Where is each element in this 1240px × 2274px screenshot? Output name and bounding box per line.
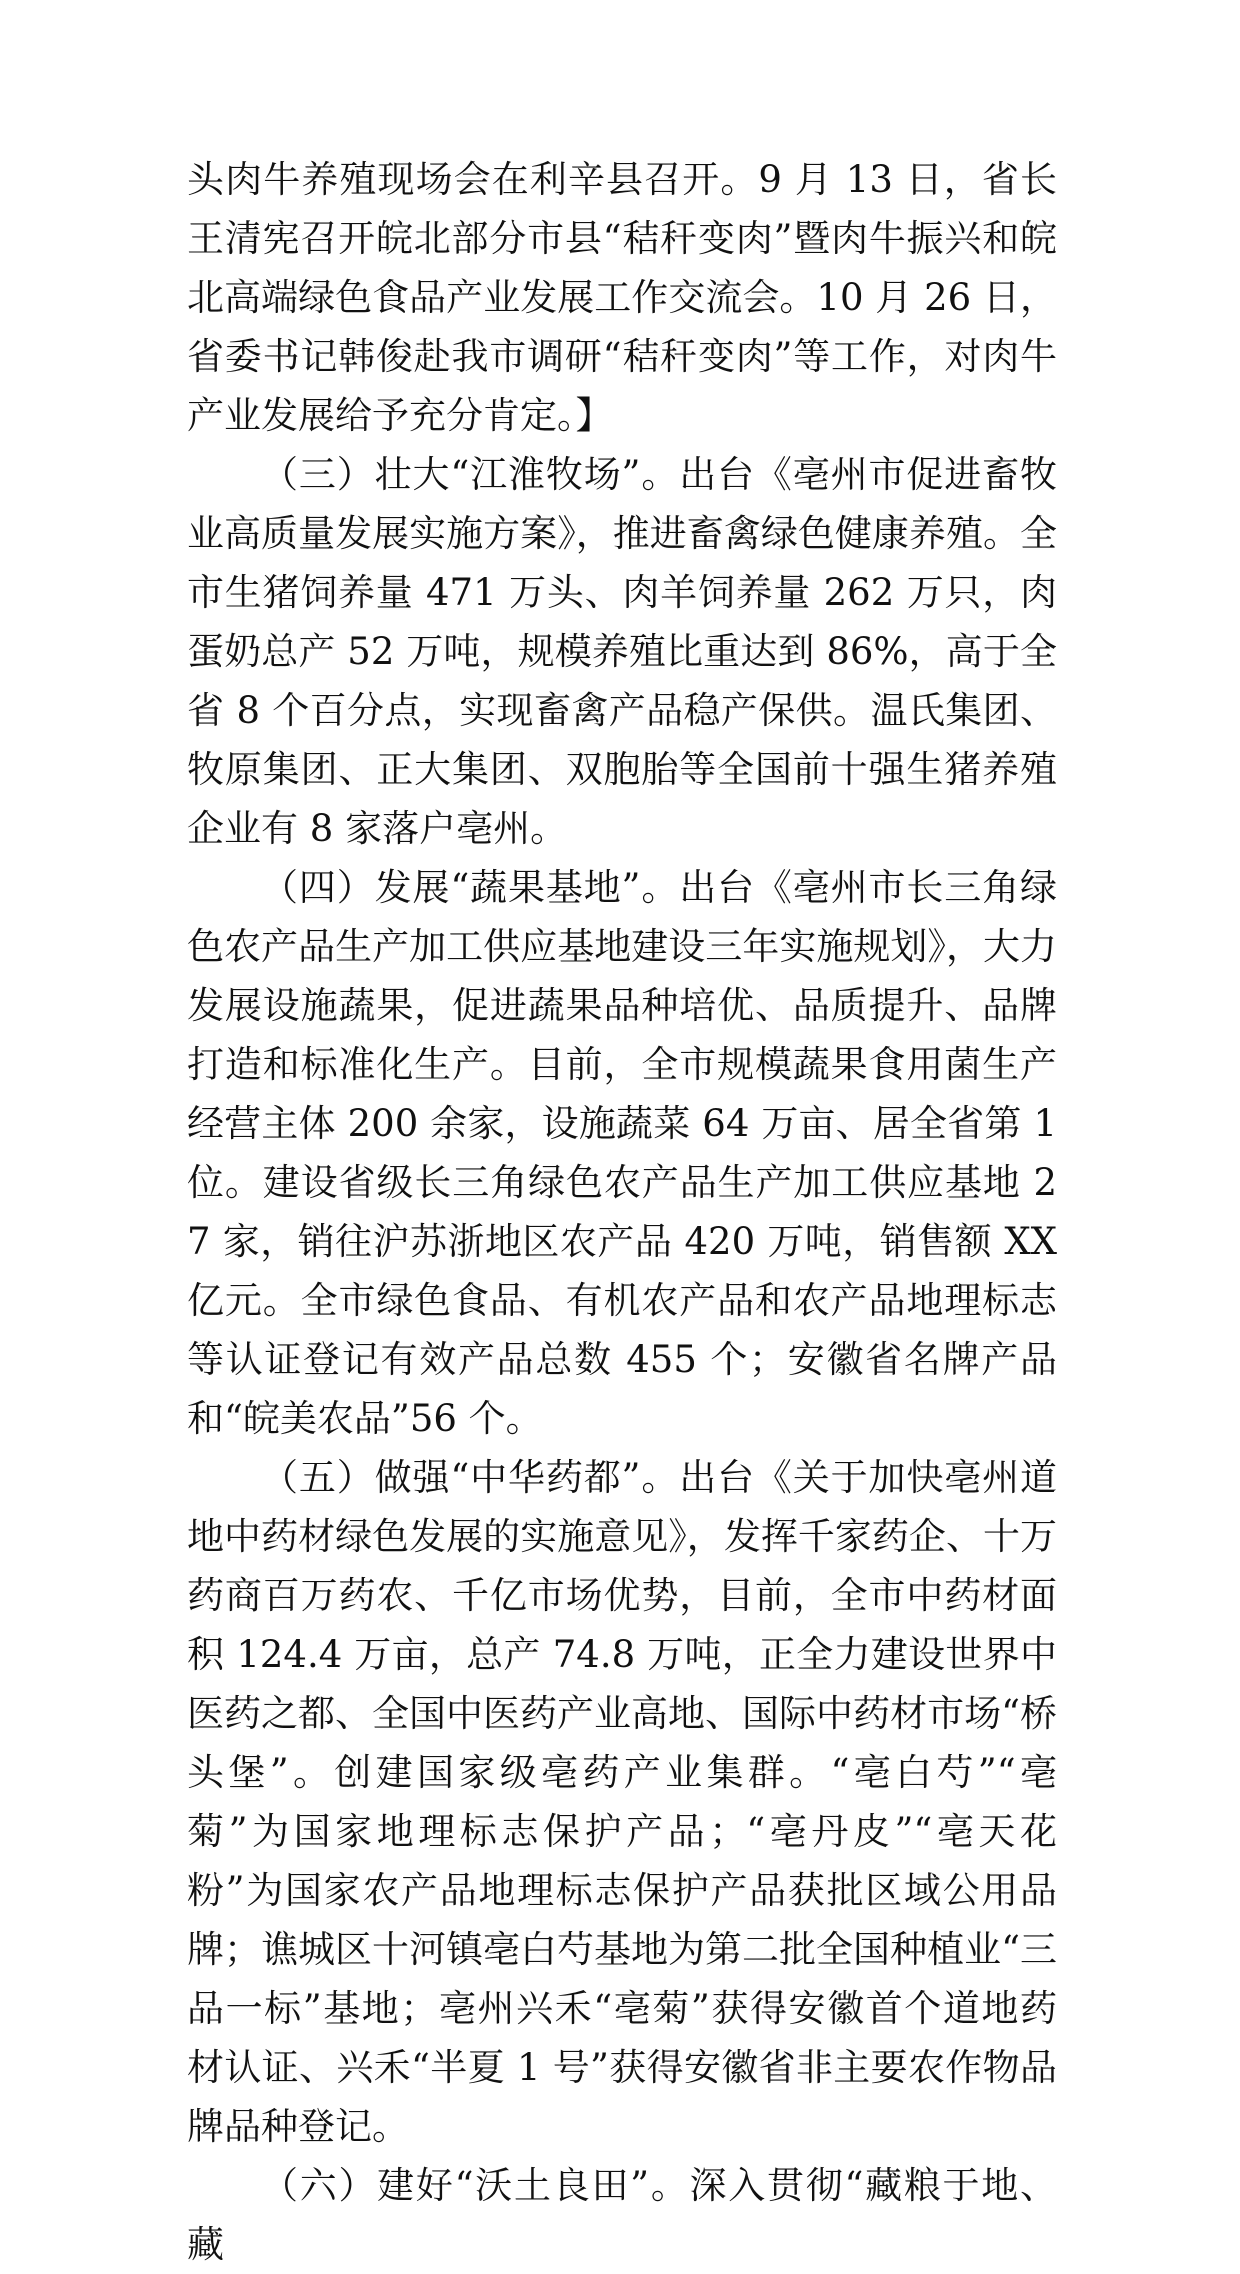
paragraph-fertile-farmland: （六）建好“沃土良田”。深入贯彻“藏粮于地、藏 (187, 2164, 1057, 2266)
paragraph-vegetable-fruit-base: （四）发展“蔬果基地”。出台《亳州市长三角绿色农产品生产加工供应基地建设三年实施规划》，大力发展设施蔬果，促进蔬果品种培优、品质提升、品牌打造和标准化生产。目前，全市规模蔬果食用菌生产经营主体 200 余家，设施蔬菜 64 万亩、居全省第 1 位。建设省级长三角绿色农产品生产加工供应基地 27 家，销往沪苏浙地区农产品 420 万吨，销售额 XX 亿元。全市绿色食品、有机农产品和农产品地理标志等认证登记有效产品总数 455 个；安徽省名牌产品和“皖美农品”56 个。 (187, 866, 1057, 1440)
document-body (187, 150, 1057, 2274)
paragraph-chinese-medicine-capital: （五）做强“中华药都”。出台《关于加快亳州道地中药材绿色发展的实施意见》，发挥千家药企、十万药商百万药农、千亿市场优势，目前，全市中药材面积 124.4 万亩，总产 74.8 万吨，正全力建设世界中医药之都、全国中医药产业高地、国际中药材市场“桥头堡”。创建国家级亳药产业集群。“亳白芍”“亳菊”为国家地理标志保护产品；“亳丹皮”“亳天花粉”为国家农产品地理标志保护产品获批区域公用品牌；谯城区十河镇亳白芍基地为第二批全国种植业“三品一标”基地；亳州兴禾“亳菊”获得安徽首个道地药材认证、兴禾“半夏 1 号”获得安徽省非主要农作物品牌品种登记。 (187, 1456, 1057, 2148)
paragraph-beef-cattle-meetings: 头肉牛养殖现场会在利辛县召开。9 月 13 日，省长王清宪召开皖北部分市县“秸秆变肉”暨肉牛振兴和皖北高端绿色食品产业发展工作交流会。10 月 26 日，省委书记韩俊赴我市调研“秸秆变肉”等工作，对肉牛产业发展给予充分肯定。】 (187, 158, 1057, 437)
paragraph-jianghuai-pasture: （三）壮大“江淮牧场”。出台《亳州市促进畜牧业高质量发展实施方案》，推进畜禽绿色健康养殖。全市生猪饲养量 471 万头、肉羊饲养量 262 万只，肉蛋奶总产 52 万吨，规模养殖比重达到 86%，高于全省 8 个百分点，实现畜禽产品稳产保供。温氏集团、牧原集团、正大集团、双胞胎等全国前十强生猪养殖企业有 8 家落户亳州。 (187, 453, 1057, 850)
